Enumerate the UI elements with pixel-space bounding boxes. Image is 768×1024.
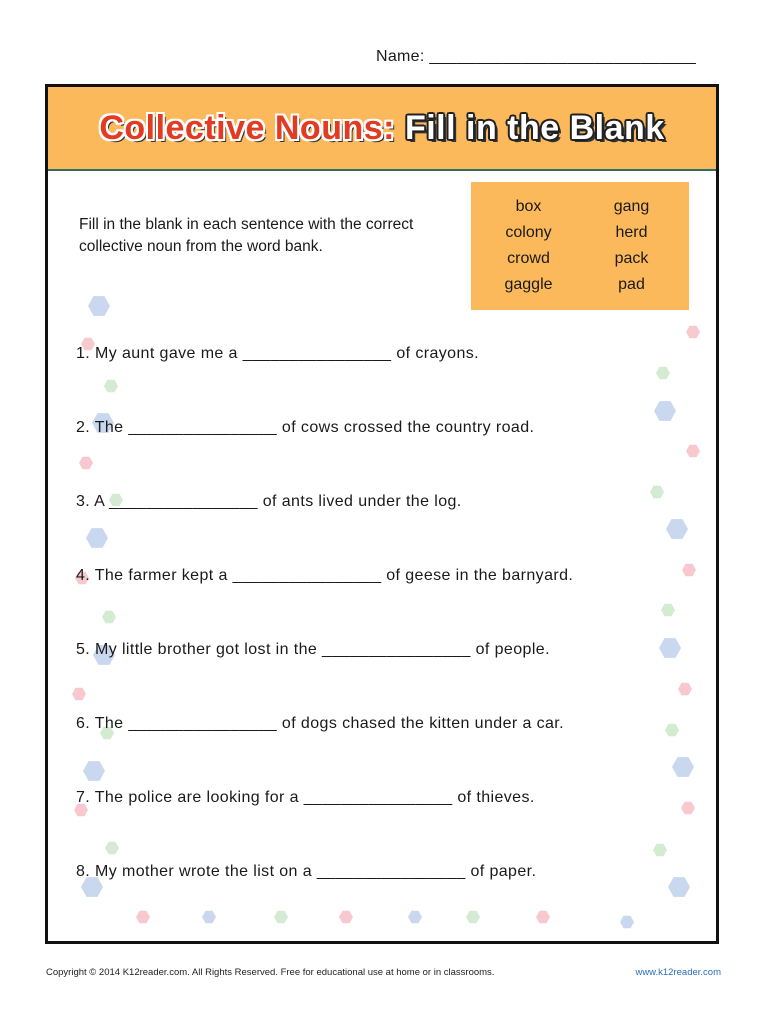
hexagon-dot-icon	[105, 841, 119, 855]
hexagon-dot-icon	[466, 910, 480, 924]
name-blank[interactable]: _____________________________	[429, 48, 697, 65]
word-bank-item: pad	[618, 276, 645, 293]
question-8[interactable]: 8. My mother wrote the list on a ________________ of paper.	[76, 863, 537, 880]
hexagon-dot-icon	[686, 325, 700, 339]
hexagon-dot-icon	[681, 801, 695, 815]
hexagon-dot-icon	[661, 603, 675, 617]
question-4[interactable]: 4. The farmer kept a ________________ of geese in the barnyard.	[76, 567, 574, 584]
copyright-notice: Copyright © 2014 K12reader.com. All Rights Reserved. Free for educational use at home or in classrooms.	[46, 967, 495, 978]
worksheet-title	[99, 109, 664, 148]
hexagon-dot-icon	[620, 915, 634, 929]
hexagon-dot-icon	[408, 910, 422, 924]
site-link[interactable]: www.k12reader.com	[635, 967, 721, 978]
hexagon-dot-icon	[136, 910, 150, 924]
name-field-line	[376, 48, 696, 66]
hexagon-dot-icon	[88, 295, 110, 317]
hexagon-dot-icon	[672, 756, 694, 778]
hexagon-dot-icon	[686, 444, 700, 458]
question-3[interactable]: 3. A ________________ of ants lived under the log.	[76, 493, 462, 510]
hexagon-dot-icon	[86, 527, 108, 549]
question-2[interactable]: 2. The ________________ of cows crossed the country road.	[76, 419, 535, 436]
hexagon-dot-icon	[678, 682, 692, 696]
worksheet-frame	[45, 84, 719, 944]
hexagon-dot-icon	[666, 518, 688, 540]
hexagon-dot-icon	[83, 760, 105, 782]
hexagon-dot-icon	[659, 637, 681, 659]
question-1[interactable]: 1. My aunt gave me a ________________ of crayons.	[76, 345, 479, 362]
instructions-text: Fill in the blank in each sentence with the correct collective noun from the word bank.	[79, 216, 414, 255]
name-label: Name:	[376, 48, 425, 65]
word-bank-item: pack	[614, 250, 649, 267]
question-6[interactable]: 6. The ________________ of dogs chased the kitten under a car.	[76, 715, 564, 732]
word-bank-item: colony	[505, 224, 552, 241]
hexagon-dot-icon	[536, 910, 550, 924]
word-bank-item: crowd	[507, 250, 550, 267]
title-part-collective-nouns: Collective Nouns:	[99, 108, 395, 147]
hexagon-dot-icon	[72, 687, 86, 701]
hexagon-dot-icon	[668, 876, 690, 898]
hexagon-dot-icon	[274, 910, 288, 924]
hexagon-dot-icon	[79, 456, 93, 470]
word-bank	[471, 182, 689, 310]
hexagon-dot-icon	[202, 910, 216, 924]
hexagon-dot-icon	[104, 379, 118, 393]
word-bank-item: gang	[613, 198, 650, 215]
word-bank-item: box	[515, 198, 542, 215]
hexagon-dot-icon	[656, 366, 670, 380]
question-7[interactable]: 7. The police are looking for a ________________ of thieves.	[76, 789, 535, 806]
hexagon-dot-icon	[665, 723, 679, 737]
title-banner	[48, 87, 716, 171]
hexagon-dot-icon	[339, 910, 353, 924]
hexagon-dot-icon	[650, 485, 664, 499]
word-bank-item: herd	[615, 224, 648, 241]
title-part-fill-in-the-blank: Fill in the Blank	[404, 108, 665, 147]
question-5[interactable]: 5. My little brother got lost in the ________________ of people.	[76, 641, 550, 658]
hexagon-dot-icon	[653, 843, 667, 857]
hexagon-dot-icon	[654, 400, 676, 422]
hexagon-dot-icon	[682, 563, 696, 577]
hexagon-dot-icon	[102, 610, 116, 624]
word-bank-item: gaggle	[504, 276, 553, 293]
